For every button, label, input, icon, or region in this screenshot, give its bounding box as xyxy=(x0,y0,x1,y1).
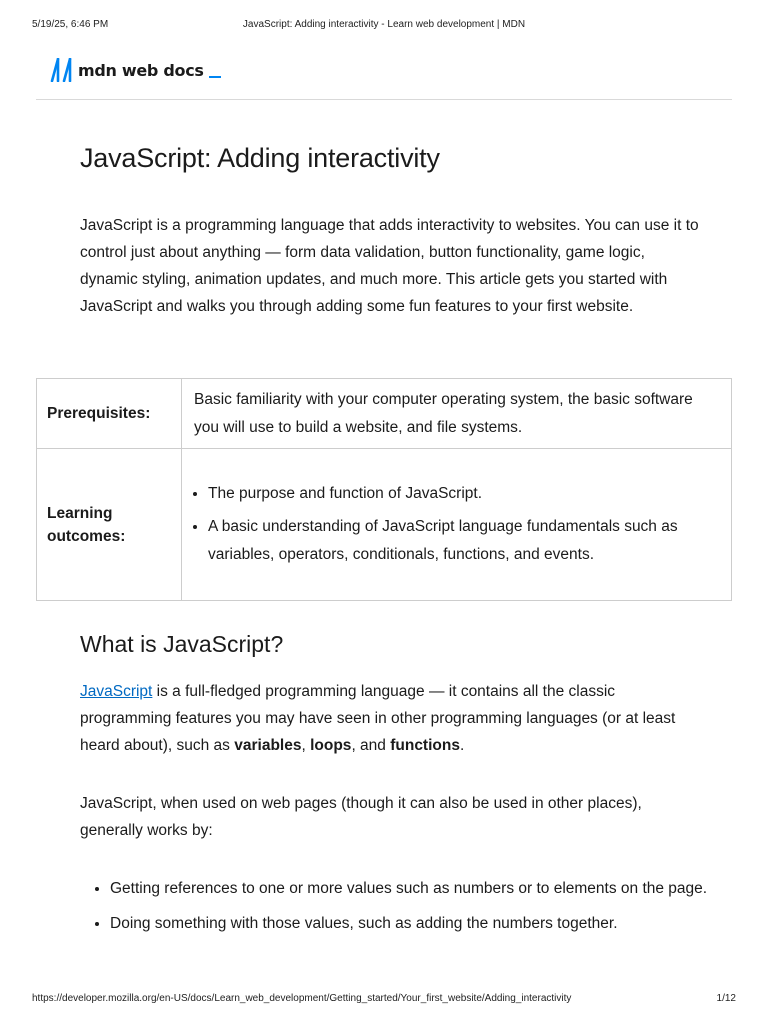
bold-term: variables xyxy=(234,737,302,754)
table-row xyxy=(37,379,732,449)
bold-term: loops xyxy=(310,737,352,754)
list-item: • The purpose and function of JavaScript. xyxy=(208,480,719,508)
outcomes-list xyxy=(194,480,719,569)
bold-term: functions xyxy=(390,737,460,754)
list-item: • Getting references to one or more values such as numbers or to elements on the page. xyxy=(110,875,730,902)
page-number: 1/12 xyxy=(716,993,736,1004)
intro-paragraph: JavaScript is a programming language that adds interactivity to websites. You can use it to control just about anything — form data validation, button functionality, game logic, dynamic styling, animation updates, and much more. This article gets you started with JavaScript and walks you through adding some fun features to your first website. xyxy=(80,217,699,315)
section-heading: What is JavaScript? xyxy=(80,631,284,657)
prerequisites-label: Prerequisites: xyxy=(37,379,182,449)
mdn-logo[interactable] xyxy=(50,56,221,84)
para-text: , xyxy=(301,737,311,754)
page-title: JavaScript: Adding interactivity xyxy=(80,143,440,173)
prerequisites-table xyxy=(36,378,732,601)
logo-cursor xyxy=(209,76,221,78)
print-url: https://developer.mozilla.org/en-US/docs/Learn_web_development/Getting_started/Your_first_website/Adding_interactivity xyxy=(32,993,572,1004)
para-text: . xyxy=(459,737,465,754)
para-text: , and xyxy=(351,737,391,754)
print-footer xyxy=(32,993,736,1007)
header-divider xyxy=(36,99,732,100)
prerequisites-text: Basic familiarity with your computer operating system, the basic software you will use to build a website, and file systems. xyxy=(182,379,732,449)
javascript-link[interactable]: JavaScript xyxy=(80,683,153,700)
list-item: • A basic understanding of JavaScript language fundamentals such as variables, operators, conditionals, functions, and events. xyxy=(208,513,719,569)
steps-list xyxy=(80,875,730,945)
javascript-description xyxy=(80,678,700,759)
usage-paragraph: JavaScript, when used on web pages (though it can also be used in other places), generally works by: xyxy=(80,795,642,839)
logo-wordmark: mdn web docs xyxy=(78,60,204,80)
list-item: • Doing something with those values, such as adding the numbers together. xyxy=(110,910,730,937)
para-text: is a full-fledged programming language — it contains all the classic programming features you may have seen in other programming languages (or at least heard about), such as xyxy=(80,683,676,754)
outcomes-cell xyxy=(182,449,732,601)
print-title: JavaScript: Adding interactivity - Learn web development | MDN xyxy=(242,19,526,30)
print-date: 5/19/25, 6:46 PM xyxy=(32,19,109,30)
print-header xyxy=(32,19,736,33)
table-row xyxy=(37,449,732,601)
mdn-logo-icon xyxy=(50,58,72,82)
outcomes-label: Learning outcomes: xyxy=(37,449,182,601)
